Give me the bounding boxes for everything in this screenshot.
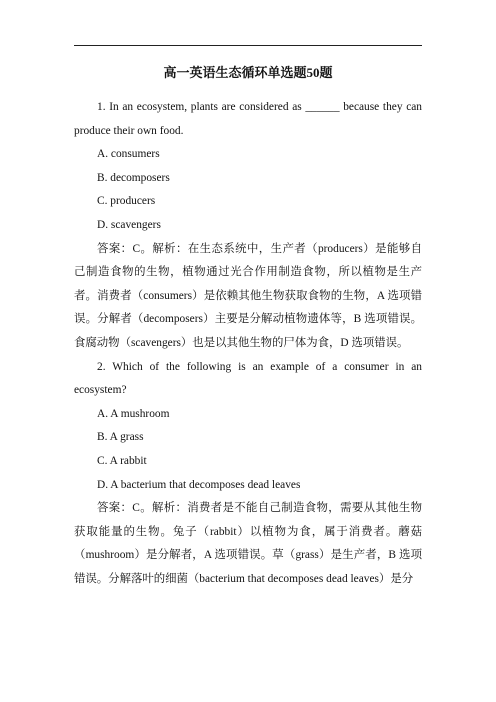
question-2-option-b: B. A grass bbox=[97, 431, 144, 444]
question-1-answer: 答案：C。解析：在生态系统中，生产者（producers）是能够自己制造食物的生物，植物通过光合作用制造食物，所以植物是生产者。消费者（consumers）是依赖其他生物获取食物的生物，A 选项错误。分解者（decomposers）主要是分解动植物遗体等，B 选项错误。食腐动物（scavengers）也是以其他生物的尸体为食，D 选项错误。 bbox=[74, 242, 422, 349]
question-1-option-a: A. consumers bbox=[97, 148, 160, 161]
question-2-option-a: A. A mushroom bbox=[97, 407, 170, 420]
document-body bbox=[74, 96, 422, 591]
question-1-option-c: C. producers bbox=[97, 195, 156, 208]
question-2-stem: 2. Which of the following is an example of a consumer in an ecosystem? bbox=[74, 360, 422, 397]
question-2-option-d: D. A bacterium that decomposes dead leaves bbox=[97, 478, 301, 491]
question-1-option-b: B. decomposers bbox=[97, 171, 170, 184]
question-1-stem: 1. In an ecosystem, plants are considered as ______ because they can produce their own food. bbox=[74, 101, 422, 137]
document-title: 高一英语生态循环单选题50题 bbox=[163, 65, 333, 80]
question-2-option-c: C. A rabbit bbox=[97, 454, 147, 467]
header-rule bbox=[74, 45, 422, 46]
question-1-option-d: D. scavengers bbox=[97, 218, 161, 231]
question-2-answer: 答案：C。解析：消费者是不能自己制造食物，需要从其他生物获取能量的生物。兔子（rabbit）以植物为食，属于消费者。蘑菇（mushroom）是分解者，A 选项错误。草（grass）是生产者，B 选项错误。分解落叶的细菌（bacterium that decomposes dead leaves）是分 bbox=[74, 502, 422, 585]
